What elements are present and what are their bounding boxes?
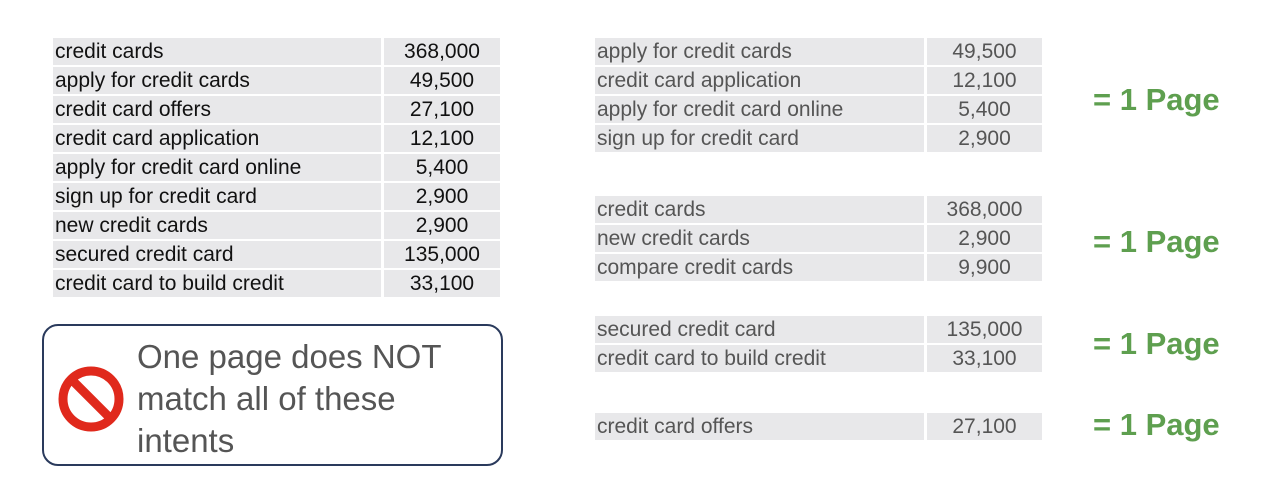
- volume-cell: 12,100: [924, 67, 1042, 96]
- table-row: [595, 96, 1042, 125]
- volume-cell: 2,900: [381, 212, 500, 241]
- table-row: [595, 225, 1042, 254]
- volume-cell: 49,500: [381, 67, 500, 96]
- keyword-cell: apply for credit card online: [53, 154, 381, 183]
- volume-cell: 27,100: [924, 413, 1042, 442]
- keyword-cell: sign up for credit card: [53, 183, 381, 212]
- keyword-cell: new credit cards: [53, 212, 381, 241]
- keyword-table: [53, 38, 500, 299]
- table-row: [595, 196, 1042, 225]
- keyword-cell: credit card to build credit: [595, 345, 924, 374]
- table-row: [53, 270, 500, 299]
- keyword-cell: credit cards: [53, 38, 381, 67]
- table-row: [53, 38, 500, 67]
- keyword-group-table: [595, 413, 1042, 442]
- keyword-cell: apply for credit cards: [595, 38, 924, 67]
- table-row: [595, 125, 1042, 154]
- volume-cell: 2,900: [924, 225, 1042, 254]
- table-row: [595, 413, 1042, 442]
- volume-cell: 27,100: [381, 96, 500, 125]
- table-row: [595, 254, 1042, 283]
- table-row: [53, 212, 500, 241]
- volume-cell: 135,000: [924, 316, 1042, 345]
- keyword-cell: credit cards: [595, 196, 924, 225]
- table-row: [53, 96, 500, 125]
- keyword-cell: new credit cards: [595, 225, 924, 254]
- page-count-label: = 1 Page: [1093, 224, 1220, 259]
- table-row: [53, 67, 500, 96]
- keyword-cell: credit card offers: [53, 96, 381, 125]
- keyword-group-table: [595, 196, 1042, 283]
- no-entry-icon: [58, 366, 124, 432]
- volume-cell: 2,900: [924, 125, 1042, 154]
- table-row: [53, 154, 500, 183]
- table-row: [595, 38, 1042, 67]
- volume-cell: 9,900: [924, 254, 1042, 283]
- table-row: [595, 67, 1042, 96]
- keyword-group-table: [595, 316, 1042, 374]
- keyword-cell: sign up for credit card: [595, 125, 924, 154]
- keyword-cell: secured credit card: [595, 316, 924, 345]
- volume-cell: 2,900: [381, 183, 500, 212]
- volume-cell: 5,400: [381, 154, 500, 183]
- keyword-cell: secured credit card: [53, 241, 381, 270]
- keyword-cell: apply for credit cards: [53, 67, 381, 96]
- volume-cell: 49,500: [924, 38, 1042, 67]
- volume-cell: 368,000: [381, 38, 500, 67]
- volume-cell: 33,100: [924, 345, 1042, 374]
- volume-cell: 135,000: [381, 241, 500, 270]
- keyword-cell: credit card to build credit: [53, 270, 381, 299]
- warning-callout: [42, 324, 503, 466]
- page-count-label: = 1 Page: [1093, 82, 1220, 117]
- table-row: [595, 345, 1042, 374]
- table-row: [53, 241, 500, 270]
- volume-cell: 33,100: [381, 270, 500, 299]
- keyword-cell: credit card offers: [595, 413, 924, 442]
- volume-cell: 368,000: [924, 196, 1042, 225]
- table-row: [595, 316, 1042, 345]
- volume-cell: 5,400: [924, 96, 1042, 125]
- volume-cell: 12,100: [381, 125, 500, 154]
- table-row: [53, 183, 500, 212]
- keyword-cell: credit card application: [53, 125, 381, 154]
- keyword-cell: apply for credit card online: [595, 96, 924, 125]
- warning-text: One page does NOT match all of these intents: [137, 338, 441, 459]
- table-row: [53, 125, 500, 154]
- keyword-group-table: [595, 38, 1042, 154]
- page-count-label: = 1 Page: [1093, 407, 1220, 442]
- page-count-label: = 1 Page: [1093, 326, 1220, 361]
- keyword-cell: credit card application: [595, 67, 924, 96]
- keyword-cell: compare credit cards: [595, 254, 924, 283]
